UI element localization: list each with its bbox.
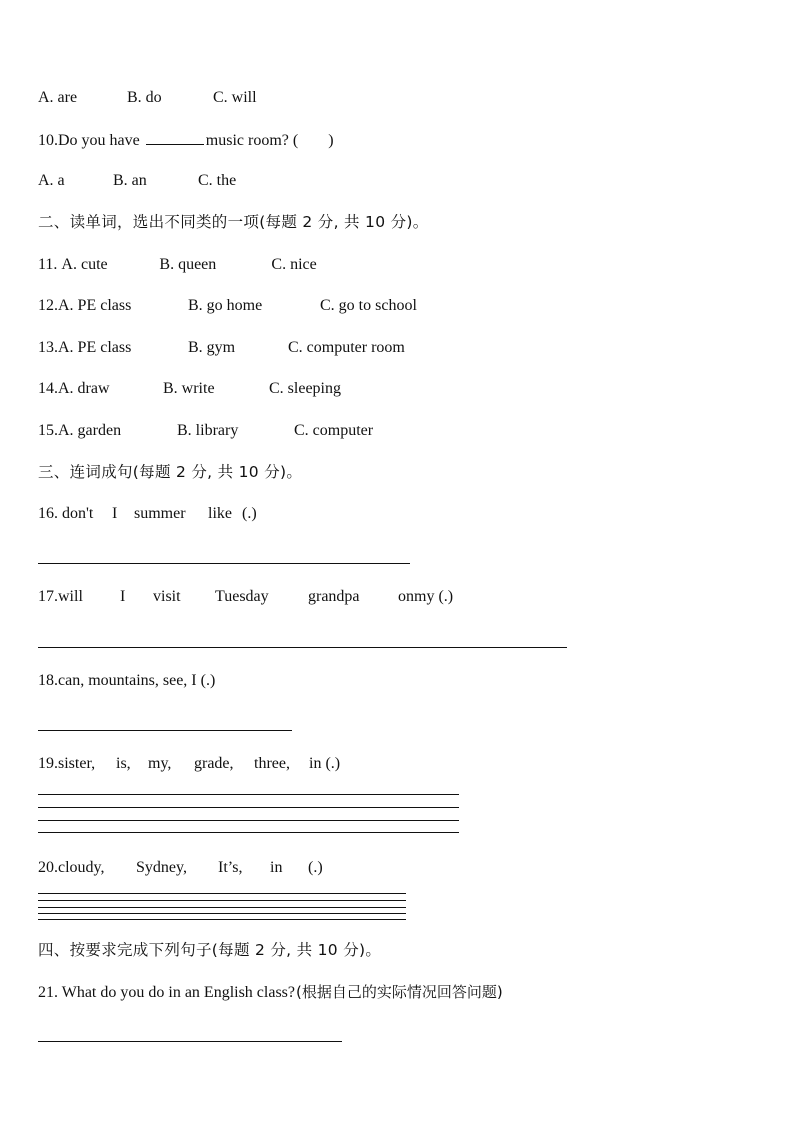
scrambled-word: grade,	[194, 755, 234, 772]
question-number: 14.	[38, 380, 58, 397]
option: C. sleeping	[269, 380, 341, 397]
answer-line[interactable]	[38, 730, 292, 731]
section-4-heading: 四、按要求完成下列句子(每题 2 分, 共 10 分)。	[38, 941, 382, 959]
scrambled-word: don't	[62, 505, 94, 522]
answer-line[interactable]	[38, 794, 459, 795]
scrambled-word: summer	[134, 505, 186, 522]
question-note: (根据自己的实际情况回答问题)	[296, 983, 503, 1001]
answer-line[interactable]	[38, 563, 410, 564]
option: B. an	[113, 172, 147, 189]
scrambled-word: is,	[116, 755, 131, 772]
scrambled-word: visit	[153, 588, 181, 605]
answer-line[interactable]	[38, 820, 459, 821]
option: B. write	[163, 380, 215, 397]
option: C. nice	[271, 256, 317, 273]
answer-line[interactable]	[38, 1041, 342, 1042]
option: A. are	[38, 89, 78, 106]
section-2-heading: 二、读单词，选出不同类的一项(每题 2 分, 共 10 分)。	[38, 213, 429, 231]
scrambled-word: cloudy,	[58, 859, 105, 876]
option: B. library	[177, 422, 239, 439]
question-12	[38, 296, 417, 316]
option: A. PE class	[58, 297, 132, 314]
scrambled-word: sister,	[58, 755, 96, 772]
scrambled-word: Tuesday	[215, 588, 269, 605]
option: B. do	[127, 89, 162, 106]
option: B. queen	[159, 256, 217, 273]
scrambled-word: It’s,	[218, 859, 243, 876]
question-number: 16.	[38, 505, 58, 522]
question-number: 11.	[38, 256, 58, 273]
question-14	[38, 379, 341, 399]
scrambled-word: (.)	[308, 859, 323, 876]
question-17	[38, 587, 453, 607]
q9-options	[38, 88, 257, 108]
question-11	[38, 255, 317, 275]
option: B. gym	[188, 339, 236, 356]
answer-blank[interactable]	[146, 130, 204, 145]
scrambled-word: I	[112, 505, 118, 522]
answer-line[interactable]	[38, 832, 459, 833]
scrambled-word: grandpa	[308, 588, 360, 605]
option: A. garden	[58, 422, 122, 439]
answer-line[interactable]	[38, 919, 406, 920]
scrambled-words: can, mountains, see, I (.)	[58, 672, 216, 689]
option: A. a	[38, 172, 65, 189]
answer-line[interactable]	[38, 807, 459, 808]
question-text: music room? (	[205, 132, 299, 149]
question-21	[38, 982, 503, 1003]
question-15	[38, 421, 373, 441]
q10-options	[38, 171, 236, 191]
option: C. go to school	[320, 297, 417, 314]
question-text: What do you do in an English class?	[61, 984, 296, 1001]
scrambled-word: my,	[148, 755, 172, 772]
question-13	[38, 338, 405, 358]
question-text: 10.Do you have	[38, 132, 140, 149]
question-number: 12.	[38, 297, 58, 314]
question-16	[38, 504, 257, 524]
question-number: 21.	[38, 984, 58, 1001]
option: C. computer	[294, 422, 374, 439]
question-number: 13.	[38, 339, 58, 356]
option: C. the	[198, 172, 237, 189]
option: C. will	[213, 89, 257, 106]
question-number: 18.	[38, 672, 58, 689]
scrambled-word: in (.)	[309, 755, 341, 772]
question-number: 20.	[38, 859, 58, 876]
option: A. cute	[61, 256, 108, 273]
scrambled-word: three,	[254, 755, 290, 772]
scrambled-word: (.)	[242, 505, 257, 522]
question-number: 15.	[38, 422, 58, 439]
question-text: )	[328, 132, 334, 149]
scrambled-word: will	[58, 588, 83, 605]
answer-line[interactable]	[38, 907, 406, 908]
answer-line[interactable]	[38, 893, 406, 894]
scrambled-word: in	[270, 859, 283, 876]
question-20	[38, 858, 323, 878]
question-number: 17.	[38, 588, 58, 605]
answer-line[interactable]	[38, 913, 406, 914]
answer-line[interactable]	[38, 647, 567, 648]
question-number: 19.	[38, 755, 58, 772]
scrambled-word: like	[208, 505, 232, 522]
answer-line[interactable]	[38, 900, 406, 901]
section-3-heading: 三、连词成句(每题 2 分, 共 10 分)。	[38, 463, 303, 481]
scrambled-word: I	[120, 588, 126, 605]
question-19	[38, 754, 340, 774]
question-18	[38, 671, 215, 691]
option: C. computer room	[288, 339, 405, 356]
option: B. go home	[188, 297, 263, 314]
option: A. draw	[58, 380, 110, 397]
question-10	[38, 130, 334, 151]
scrambled-word: onmy (.)	[398, 588, 454, 605]
option: A. PE class	[58, 339, 132, 356]
scrambled-word: Sydney,	[136, 859, 187, 876]
